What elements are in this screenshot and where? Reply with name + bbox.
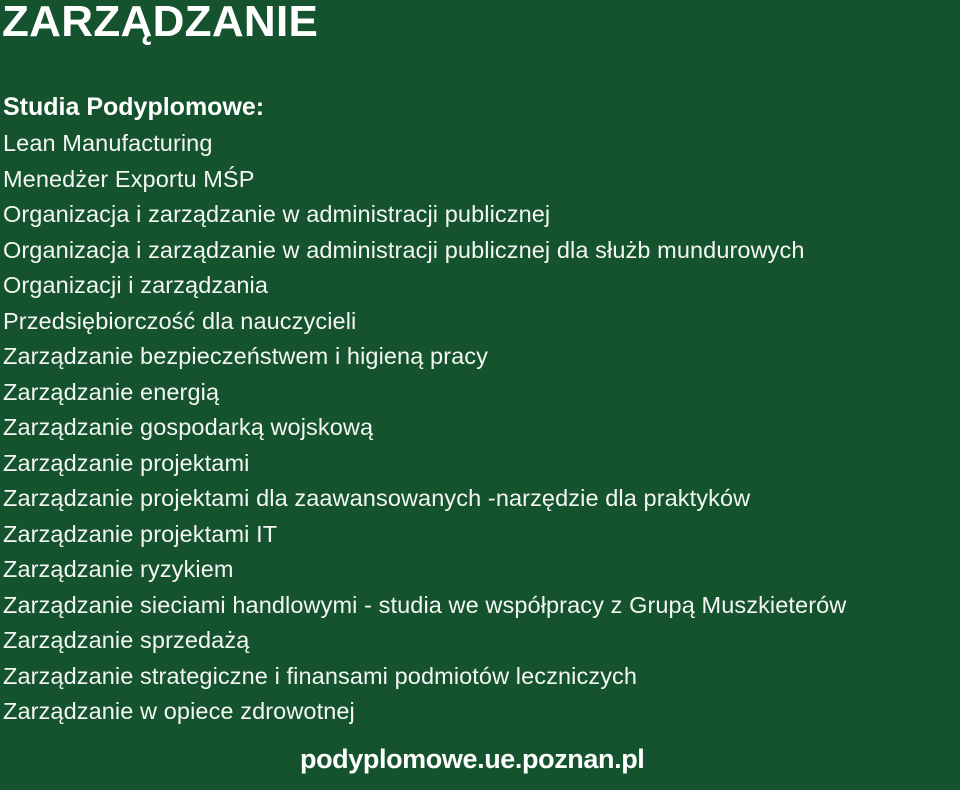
list-item: Menedżer Exportu MŚP xyxy=(3,165,255,192)
list-item: Zarządzanie energią xyxy=(3,378,220,405)
list-item: Zarządzanie sprzedażą xyxy=(3,627,250,653)
list-item: Organizacja i zarządzanie w administracji publicznej dla służb mundurowych xyxy=(3,236,805,263)
list-item: Zarządzanie sieciami handlowymi - studia we współpracy z Grupą Muszkieterów xyxy=(3,591,847,618)
list-item: Organizacji i zarządzania xyxy=(3,272,269,298)
slide-subtitle: Studia Podyplomowe: xyxy=(3,93,265,121)
list-item: Zarządzanie projektami xyxy=(3,449,250,476)
list-item: Zarządzanie bezpieczeństwem i higieną pracy xyxy=(3,343,488,369)
list-item: Zarządzanie projektami dla zaawansowanych -narzędzie dla praktyków xyxy=(3,485,751,511)
list-item: Zarządzanie strategiczne i finansami podmiotów leczniczych xyxy=(3,662,638,689)
list-item: Zarządzanie ryzykiem xyxy=(3,556,234,582)
website-url: podyplomowe.ue.poznan.pl xyxy=(300,744,645,774)
list-item: Organizacja i zarządzanie w administracji publicznej xyxy=(3,201,551,227)
list-item: Przedsiębiorczość dla nauczycieli xyxy=(3,307,357,334)
list-item: Zarządzanie w opiece zdrowotnej xyxy=(3,698,355,724)
list-item: Lean Manufacturing xyxy=(3,130,213,156)
list-item: Zarządzanie projektami IT xyxy=(3,520,278,547)
program-list xyxy=(3,126,846,730)
list-item: Zarządzanie gospodarką wojskową xyxy=(3,414,374,440)
slide-title: ZARZĄDZANIE xyxy=(2,0,319,46)
